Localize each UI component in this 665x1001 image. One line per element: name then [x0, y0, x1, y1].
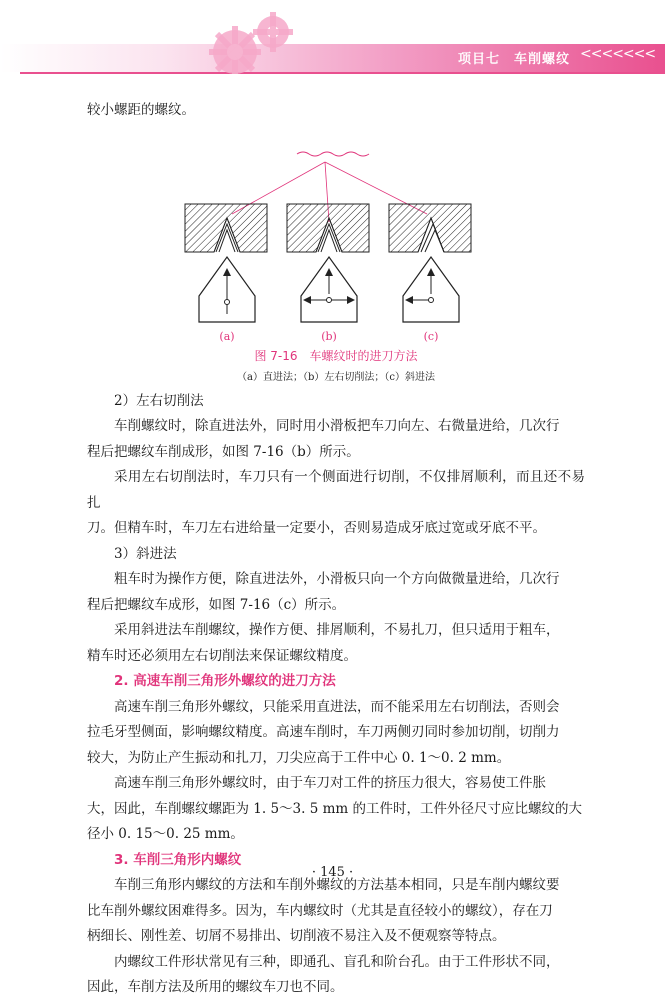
subheading-left-right: 2）左右切削法 [114, 392, 204, 409]
paragraph-line: 程后把螺纹车削成形，如图 7-16（b）所示。 [87, 443, 360, 460]
paragraph-line: 高速车削三角形外螺纹时，由于车刀对工件的挤压力很大，容易使工件胀 [114, 775, 546, 791]
figure-subcaption: （a）直进法；（b）左右切削法；（c）斜进法 [237, 371, 435, 383]
gear-icon [195, 4, 305, 74]
paragraph-line: 柄细长、刚性差、切屑不易排出、切削液不易注入及不便观察等特点。 [87, 928, 506, 944]
diagram-a [185, 204, 267, 322]
paragraph-line: 采用斜进法车削螺纹，操作方便、排屑顺利，不易扎刀，但只适用于粗车， [114, 622, 560, 638]
project-title: 项目七 车削螺纹 [458, 52, 571, 67]
paragraph-line: 拉毛牙型侧面，影响螺纹精度。高速车削时，车刀两侧刃同时参加切削，切削力 [87, 724, 560, 740]
paragraph-line: 较大，为防止产生振动和扎刀，刀尖应高于工件中心 0. 1～0. 2 mm。 [87, 749, 511, 766]
paragraph-line: 刀。但精车时，车刀左右进给量一定要小，否则易造成牙底过宽或牙底不平。 [87, 520, 546, 536]
paragraph-line: 高速车削三角形外螺纹，只能采用直进法，而不能采用左右切削法，否则会 [114, 698, 560, 715]
paragraph-line: 精车时还必须用左右切削法来保证螺纹精度。 [87, 647, 357, 664]
header-rule [20, 72, 665, 74]
sub-label-c: (c) [423, 329, 439, 343]
paragraph-line: 大，因此，车削螺纹螺距为 1. 5～3. 5 mm 的工件时，工件外径尺寸应比螺纹的大 [87, 800, 582, 817]
page-number: · 145 · [311, 865, 354, 880]
section-3-title: 3. 车削三角形内螺纹 [114, 851, 242, 868]
paragraph-line: 因此，车削方法及所用的螺纹车刀也不同。 [87, 979, 344, 995]
figure-caption: 图 7-16 车螺纹时的进刀方法 [254, 348, 418, 363]
paragraph-line: 比车削外螺纹困难得多。因为，车内螺纹时（尤其是直径较小的螺纹），存在刀 [87, 902, 553, 919]
diagram-b [287, 204, 369, 322]
paragraph-line: 径小 0. 15～0. 25 mm。 [87, 826, 244, 842]
paragraph-line: 车削螺纹时，除直进法外，同时用小滑板把车刀向左、右微量进给，几次行 [114, 418, 560, 434]
subheading-oblique: 3）斜进法 [114, 545, 177, 562]
chevron-decoration-icon: <<<<<<< [580, 46, 656, 62]
paragraph-line: 内螺纹工件形状常见有三种，即通孔、盲孔和阶台孔。由于工件形状不同， [114, 953, 560, 970]
section-2-title: 2. 高速车削三角形外螺纹的进刀方法 [114, 673, 336, 689]
page-header [0, 0, 665, 78]
threading-diagram [87, 124, 585, 346]
diagram-c [389, 204, 471, 322]
paragraph-line: 程后把螺纹车成形，如图 7-16（c）所示。 [87, 596, 346, 613]
paragraph-line: 粗车时为操作方便，除直进法外，小滑板只向一个方向做微量进给，几次行 [114, 571, 560, 587]
figure-7-16 [87, 124, 585, 389]
intro-line: 较小螺距的螺纹。 [87, 102, 195, 118]
sub-label-b: (b) [321, 329, 337, 343]
paragraph-line: 采用左右切削法时，车刀只有一个侧面进行切削，不仅排屑顺利，而且还不易扎 [87, 469, 585, 511]
sub-label-a: (a) [219, 329, 235, 343]
paragraph-line: 车削三角形内螺纹的方法和车削外螺纹的方法基本相同，只是车削内螺纹要 [114, 877, 560, 893]
